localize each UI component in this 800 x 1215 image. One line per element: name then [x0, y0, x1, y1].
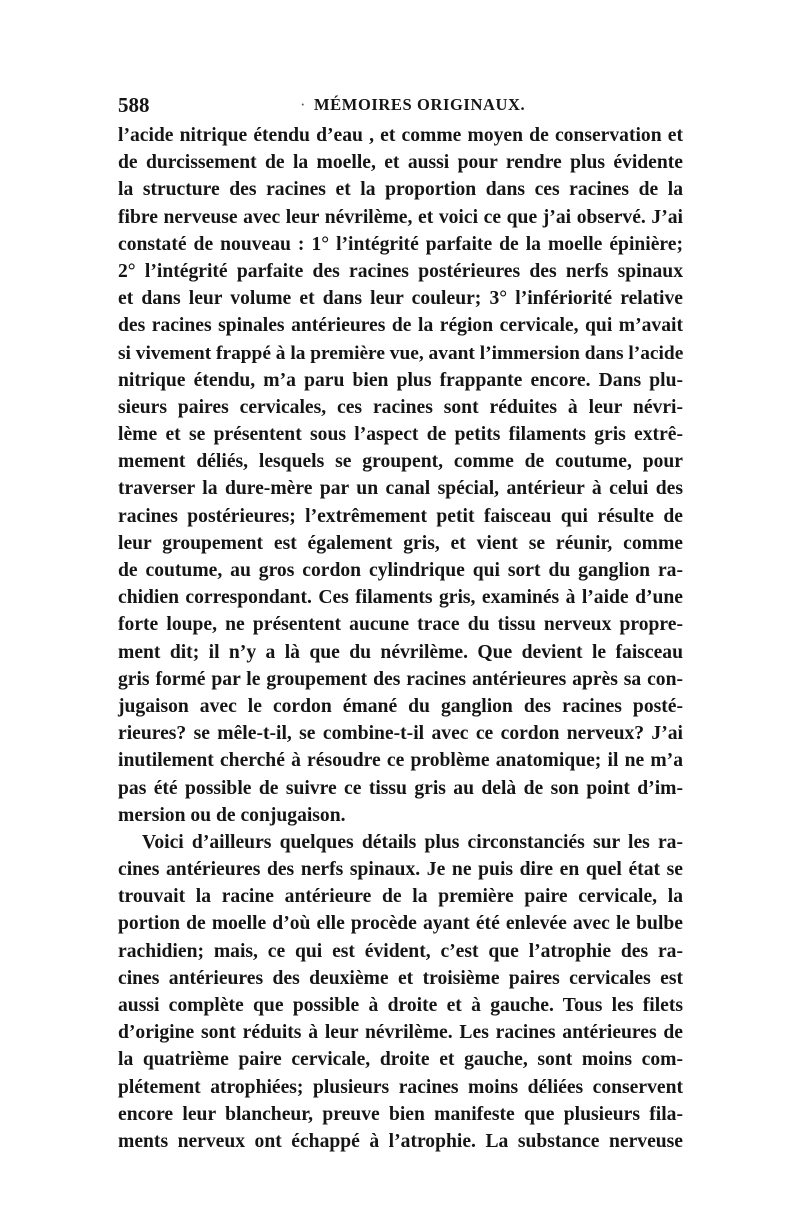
text-line: rachidien; mais, ce qui est évident, c’est que l’atrophie des ra-	[118, 940, 683, 962]
text-line: des racines spinales antérieures de la région cervicale, qui m’avait	[118, 315, 683, 337]
text-line: sieurs paires cervicales, ces racines sont réduites à leur névri-	[118, 396, 683, 418]
text-line: de coutume, au gros cordon cylindrique qui sort du ganglion ra-	[118, 560, 683, 581]
text-line: mersion ou de conjugaison.	[118, 804, 346, 826]
text-line: ments nerveux ont échappé à l’atrophie. La substance nerveuse	[118, 1130, 683, 1152]
text-line: gris formé par le groupement des racines antérieures après sa con-	[118, 668, 683, 690]
text-line: leur groupement est également gris, et vient se réunir, comme	[118, 532, 683, 554]
text-line: d’origine sont réduits à leur névrilème. Les racines antérieures de	[118, 1022, 683, 1044]
text-line: chidien correspondant. Ces filaments gris, examinés à l’aide d’une	[118, 587, 683, 609]
body-text	[118, 122, 683, 1155]
text-line: ment dit; il n’y a là que du névrilème. Que devient le faisceau	[118, 641, 683, 663]
text-line: la structure des racines et la proportion dans ces racines de la	[118, 179, 683, 201]
page-number: 588	[118, 93, 150, 117]
text-line: racines postérieures; l’extrêmement petit faisceau qui résulte de	[118, 505, 683, 527]
text-line: lème et se présentent sous l’aspect de petits filaments gris extrê-	[118, 424, 683, 446]
text-line: forte loupe, ne présentent aucune trace du tissu nerveux propre-	[118, 614, 683, 636]
text-line: trouvait la racine antérieure de la première paire cervicale, la	[118, 886, 683, 908]
text-line: la quatrième paire cervicale, droite et gauche, sont moins com-	[118, 1049, 683, 1071]
text-line: si vivement frappé à la première vue, avant l’immersion dans l’acide	[118, 342, 684, 364]
text-line: portion de moelle d’où elle procède ayant été enlevée avec le bulbe	[118, 913, 683, 935]
text-line: Voici d’ailleurs quelques détails plus circonstanciés sur les ra-	[142, 831, 683, 853]
text-line: nitrique étendu, m’a paru bien plus frappante encore. Dans plu-	[118, 369, 683, 391]
paragraph	[118, 122, 683, 829]
text-line: traverser la dure-mère par un canal spécial, antérieur à celui des	[118, 478, 683, 500]
text-line: plétement atrophiées; plusieurs racines moins déliées conservent	[118, 1076, 683, 1098]
text-line: et dans leur volume et dans leur couleur; 3° l’infériorité relative	[118, 288, 683, 310]
text-line: encore leur blancheur, preuve bien manifeste que plusieurs fila-	[118, 1103, 683, 1125]
text-line: 2° l’intégrité parfaite des racines postérieures des nerfs spinaux	[118, 260, 683, 282]
text-line: aussi complète que possible à droite et à gauche. Tous les filets	[118, 995, 683, 1016]
text-line: fibre nerveuse avec leur névrilème, et voici ce que j’ai observé. J’ai	[118, 206, 683, 228]
text-line: jugaison avec le cordon émané du ganglion des racines posté-	[118, 695, 683, 717]
text-line: inutilement cherché à résoudre ce problème anatomique; il ne m’a	[118, 750, 683, 772]
text-line: cines antérieures des nerfs spinaux. Je ne puis dire en quel état se	[118, 859, 683, 881]
text-line: pas été possible de suivre ce tissu gris au delà de son point d’im-	[118, 777, 683, 799]
paragraph	[118, 829, 683, 1155]
text-line: constaté de nouveau : 1° l’intégrité parfaite de la moelle épinière;	[118, 233, 683, 255]
text-line: mement déliés, lesquels se groupent, comme de coutume, pour	[118, 451, 683, 473]
running-head	[118, 91, 683, 119]
running-title: · MÉMOIRES ORIGINAUX.	[314, 91, 525, 119]
text-line: l’acide nitrique étendu d’eau , et comme moyen de conservation et	[118, 125, 683, 146]
text-line: cines antérieures des deuxième et troisième paires cervicales est	[118, 967, 683, 989]
text-line: rieures? se mêle-t-il, se combine-t-il avec ce cordon nerveux? J’ai	[118, 723, 683, 745]
text-line: de durcissement de la moelle, et aussi pour rendre plus évidente	[118, 152, 683, 174]
